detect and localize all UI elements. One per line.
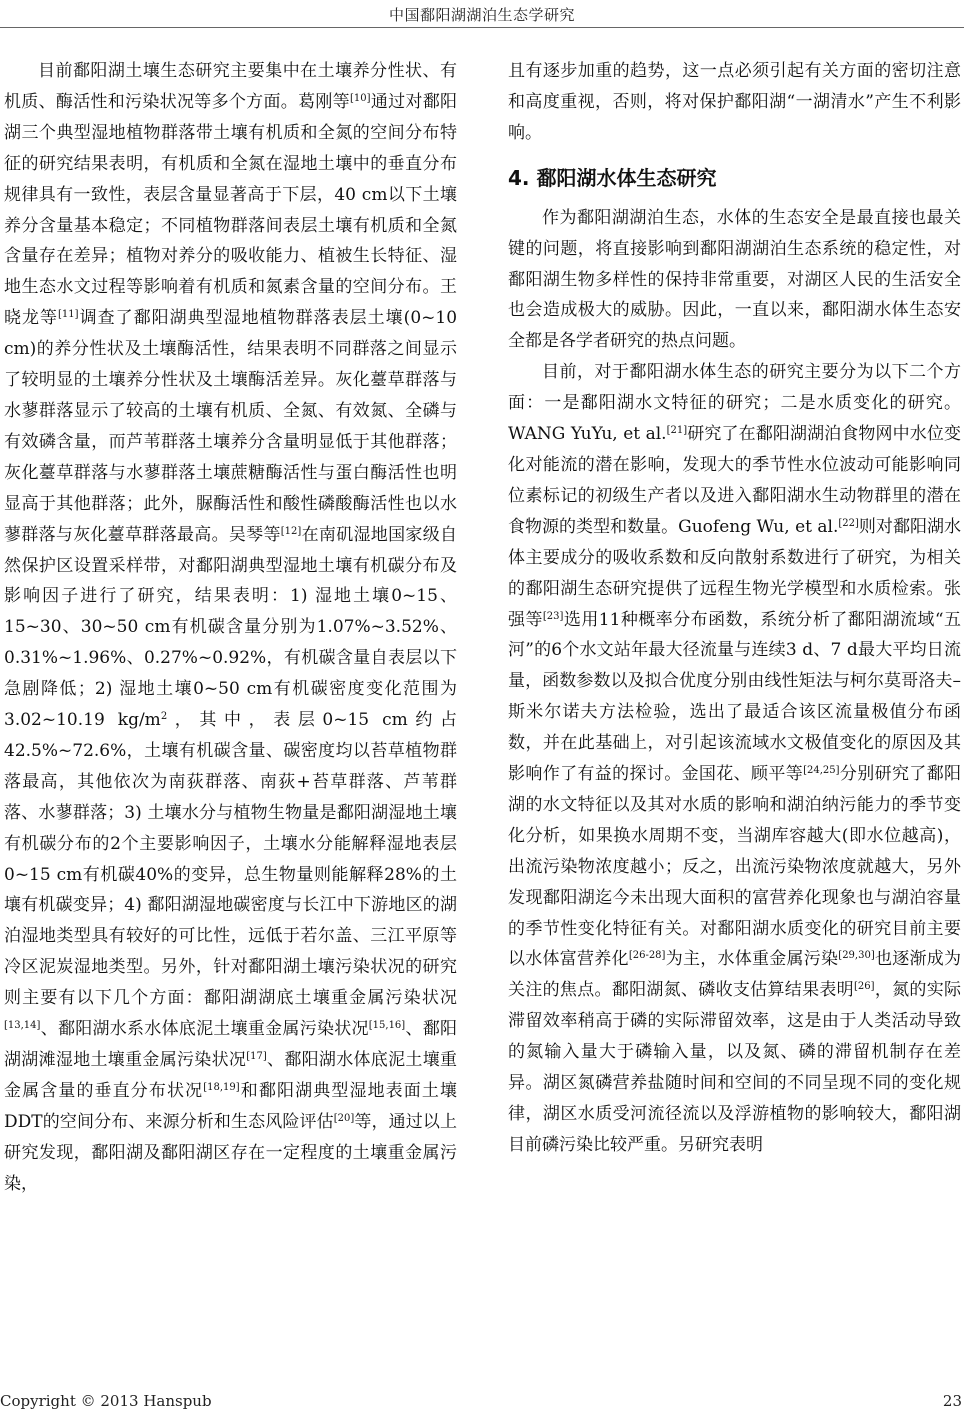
header-rule bbox=[0, 27, 964, 28]
left-paragraph-1: 目前鄱阳湖土壤生态研究主要集中在土壤养分性状、有机质、酶活性和污染状况等多个方面。葛刚等[10]通过对鄱阳湖三个典型湿地植物群落带土壤有机质和全氮的空间分布特征的研究结果表明，有机质和全氮在湿地土壤中的垂直分布规律具有一致性，表层含量显著高于下层，40 cm以下土壤养分含量基本稳定；不同植物群落间表层土壤有机质和全氮含量存在差异；植物对养分的吸收能力、植被生长特征、湿地生态水文过程等影响着有机质和氮素含量的空间分布。王晓龙等[11]调查了鄱阳湖典型湿地植物群落表层土壤(0~10 cm)的养分性状及土壤酶活性，结果表明不同群落之间显示了较明显的土壤养分性状及土壤酶活差异。灰化薹草群落与水蓼群落显示了较高的土壤有机质、全氮、有效氮、全磷与有效磷含量，而芦苇群落土壤养分含量明显低于其他群落；灰化薹草群落与水蓼群落土壤蔗糖酶活性与蛋白酶活性也明显高于其他群落；此外，脲酶活性和酸性磷酸酶活性也以水蓼群落与灰化薹草群落最高。吴琴等[12]在南矶湿地国家级自然保护区设置采样带，对鄱阳湖典型湿地土壤有机碳分布及影响因子进行了研究，结果表明：1) 湿地土壤0~15、15~30、30~50 cm有机碳含量分别为1.07%~3.52%、0.31%~1.96%、0.27%~0.92%，有机碳含量自表层以下急剧降低；2) 湿地土壤0~50 cm有机碳密度变化范围为3.02~10.19 $kg/m^2$，其中，表层0~15 cm约占42.5%~72.6%，土壤有机碳含量、碳密度均以苔草植物群落最高，其他依次为南荻群落、南荻+苔草群落、芦苇群落、水蓼群落；3) 土壤水分与植物生物量是鄱阳湖湿地土壤有机碳分布的2个主要影响因子，土壤水分能解释湿地表层0~15 cm有机碳40%的变异，总生物量则能解释28%的土壤有机碳变异；4) 鄱阳湖湿地碳密度与长江中下游地区的湖泊湿地类型具有较好的可比性，远低于若尔盖、三江平原等冷区泥炭湿地类型。另外，针对鄱阳湖土壤污染状况的研究则主要有以下几个方面：鄱阳湖湖底土壤重金属污染状况[13,14]、鄱阳湖水系水体底泥土壤重金属污染状况[15,16]、鄱阳湖湖滩湿地土壤重金属污染状况[17]、鄱阳湖水体底泥土壤重金属含量的垂直分布状况[18,19]和鄱阳湖典型湿地表面土壤DDT的空间分布、来源分析和生态风险评估[20]等，通过以上研究发现，鄱阳湖及鄱阳湖区存在一定程度的土壤重金属污染， bbox=[4, 61, 458, 1194]
right-paragraph-1: 作为鄱阳湖湖泊生态，水体的生态安全是最直接也最关键的问题，将直接影响到鄱阳湖湖泊生态系统的稳定性，对鄱阳湖生物多样性的保持非常重要，对湖区人民的生活安全也会造成极大的威胁。因此，一直以来，鄱阳湖水体生态安全都是各学者研究的热点问题。 bbox=[508, 207, 961, 352]
page-number: 23 bbox=[942, 1392, 962, 1410]
section-heading: 4. 鄱阳湖水体生态研究 bbox=[508, 165, 717, 190]
right-column bbox=[508, 56, 961, 1161]
right-paragraph-2: 目前，对于鄱阳湖水体生态的研究主要分为以下二个方面：一是鄱阳湖水文特征的研究；二是水质变化的研究。WANG YuYu, et al.[21]研究了在鄱阳湖湖泊食物网中水位变化对能流的潜在影响，发现大的季节性水位波动可能影响同位素标记的初级生产者以及进入鄱阳湖水生动物群里的潜在食物源的类型和数量。Guofeng Wu, et al.[22]则对鄱阳湖水体主要成分的吸收系数和反向散射系数进行了研究，为相关的鄱阳湖生态研究提供了远程生物光学模型和水质检索。张强等[23]选用11种概率分布函数，系统分析了鄱阳湖流域“五河”的6个水文站年最大径流量与连续3 d、7 d最大平均日流量，函数参数以及拟合优度分别由线性矩法与柯尔莫哥洛夫–斯米尔诺夫方法检验，选出了最适合该区流量极值分布函数，并在此基础上，对引起该流域水文极值变化的原因及其影响作了有益的探讨。金国花、顾平等[24,25]分别研究了鄱阳湖的水文特征以及其对水质的影响和湖泊纳污能力的季节变化分析，如果换水周期不变，当湖库容越大(即水位越高)，出流污染物浓度越小；反之，出流污染物浓度就越大，另外发现鄱阳湖迄今未出现大面积的富营养化现象也与湖泊容量的季节性变化特征有关。对鄱阳湖水质变化的研究目前主要以水体富营养化[26-28]为主，水体重金属污染[29,30]也逐渐成为关注的焦点。鄱阳湖氮、磷收支估算结果表明[26]，氮的实际滞留效率稍高于磷的实际滞留效率，这是由于人类活动导致的氮输入量大于磷输入量，以及氮、磷的滞留机制存在差异。湖区氮磷营养盐随时间和空间的不同呈现不同的变化规律，湖区水质受河流径流以及浮游植物的影响较大，鄱阳湖目前磷污染比较严重。另研究表明 bbox=[508, 362, 962, 1155]
right-continuation-paragraph: 且有逐步加重的趋势，这一点必须引起有关方面的密切注意和高度重视，否则，将对保护鄱阳湖“一湖清水”产生不利影响。 bbox=[508, 61, 961, 143]
copyright-notice: Copyright © 2013 Hanspub bbox=[0, 1392, 212, 1410]
running-title: 中国鄱阳湖湖泊生态学研究 bbox=[388, 6, 575, 24]
left-column bbox=[4, 56, 457, 1200]
